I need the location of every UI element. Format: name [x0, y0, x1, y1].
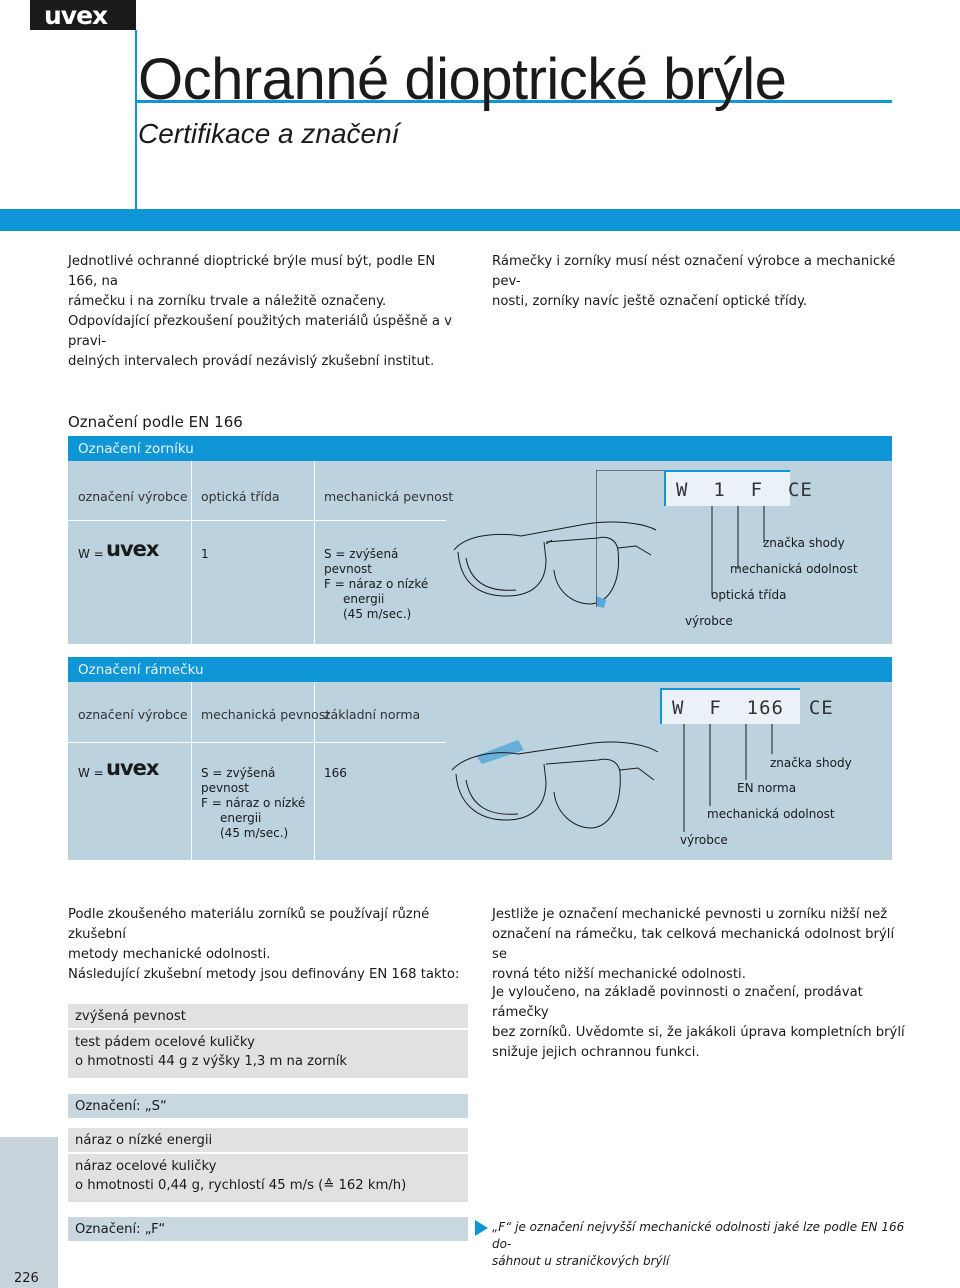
divider: [191, 682, 192, 860]
text-line: Jestliže je označení mechanické pevnosti u zorníku nižší než: [492, 907, 888, 922]
frame-col-manufacturer: označení výrobce: [78, 707, 188, 722]
test-s-mark: Označení: „S“: [75, 1099, 167, 1114]
divider: [68, 520, 446, 521]
lens-col-strength: mechanická pevnost: [324, 489, 454, 504]
uvex-logo-inline: uvex: [106, 756, 159, 780]
header-vertical-rule: [135, 30, 137, 210]
test-f-line2: o hmotnosti 0,44 g, rychlostí 45 m/s (≙ 162 km/h): [75, 1178, 407, 1193]
intro-left: [68, 252, 468, 372]
logo-text: uvex: [44, 1, 108, 30]
test-s-line2: o hmotnosti 44 g z výšky 1,3 m na zorník: [75, 1054, 347, 1069]
callout-mech-resistance: mechanická odolnost: [707, 807, 835, 821]
test-s-line1: test pádem ocelové kuličky: [75, 1035, 255, 1050]
test-f-mark-row: [68, 1217, 468, 1241]
text-line: označení na rámečku, tak celková mechanická odolnost brýlí se: [492, 927, 895, 962]
strength-line: (45 m/sec.): [343, 607, 412, 621]
test-f-name: náraz o nízké energii: [75, 1133, 213, 1148]
text-line: Následující zkušební metody jsou definovány EN 168 takto:: [68, 967, 460, 982]
intro-left-line: Odpovídající přezkoušení použitých materiálů úspěšně a v pravi-: [68, 314, 452, 349]
strength-line: F = náraz o nízké: [201, 796, 306, 810]
footnote: [492, 1219, 912, 1270]
frame-code: W F 166 CE: [672, 697, 834, 719]
divider: [191, 461, 192, 644]
callout-manufacturer: výrobce: [680, 833, 728, 847]
header-band: [0, 209, 960, 231]
divider: [68, 742, 446, 743]
lens-w-label: W =: [78, 547, 104, 561]
frame-norm-value: 166: [324, 766, 347, 780]
text-line: metody mechanické odolnosti.: [68, 947, 271, 962]
frame-strength-values: [201, 766, 326, 841]
page-number-band: [0, 1137, 58, 1288]
lens-optical-value: 1: [201, 547, 209, 561]
lower-left-text: [68, 905, 478, 985]
page-title: Ochranné dioptrické brýle: [138, 47, 787, 112]
lens-col-manufacturer: označení výrobce: [78, 489, 188, 504]
callout-manufacturer: výrobce: [685, 614, 733, 628]
lens-panel-header: [68, 436, 892, 461]
test-s-name-row: [68, 1004, 468, 1028]
intro-left-line: delných intervalech provádí nezávislý zkušební institut.: [68, 354, 435, 369]
strength-line: S = zvýšená pevnost: [324, 547, 399, 576]
uvex-logo: [30, 0, 136, 30]
lens-callout-lines: [596, 470, 896, 640]
lens-header-text: Označení zorníku: [78, 441, 194, 457]
section-title: Označení podle EN 166: [68, 413, 243, 431]
text-line: Podle zkoušeného materiálu zorníků se používají různé zkušební: [68, 907, 430, 942]
strength-line: (45 m/sec.): [220, 826, 289, 840]
triangle-arrow-icon: [475, 1220, 489, 1236]
callout-mech-resistance: mechanická odolnost: [730, 562, 858, 576]
test-f-desc-row: [68, 1154, 468, 1202]
test-s-mark-row: [68, 1094, 468, 1118]
test-f-line1: náraz ocelové kuličky: [75, 1159, 217, 1174]
test-s-name: zvýšená pevnost: [75, 1009, 186, 1024]
divider: [314, 461, 315, 644]
test-f-name-row: [68, 1128, 468, 1152]
callout-optical-class: optická třída: [711, 588, 787, 602]
frame-col-norm: základní norma: [324, 707, 421, 722]
page-number: 226: [14, 1271, 39, 1286]
text-line: bez zorníků. Uvědomte si, že jakákoli úprava kompletních brýlí: [492, 1025, 905, 1040]
frame-w-label: W =: [78, 766, 104, 780]
uvex-logo-inline: uvex: [106, 537, 159, 561]
frame-header-text: Označení rámečku: [78, 662, 204, 678]
frame-panel-header: [68, 657, 892, 682]
intro-left-line: rámečku i na zorníku trvale a náležitě označeny.: [68, 294, 387, 309]
intro-right-line: nosti, zorníky navíc ještě označení optické třídy.: [492, 294, 808, 309]
text-line: Je vyloučeno, na základě povinnosti o značení, prodávat rámečky: [492, 985, 863, 1020]
callout-conformity: značka shody: [770, 756, 852, 770]
strength-line: energii: [220, 811, 262, 825]
lens-strength-values: [324, 547, 449, 622]
strength-line: energii: [343, 592, 385, 606]
lower-right-text-1: [492, 905, 912, 985]
test-f-mark: Označení: „F“: [75, 1222, 166, 1237]
intro-right-line: Rámečky i zorníky musí nést označení výrobce a mechanické pev-: [492, 254, 896, 289]
lower-right-text-2: [492, 983, 912, 1063]
text-line: snižuje jejich ochrannou funkci.: [492, 1045, 700, 1060]
callout-conformity: značka shody: [763, 536, 845, 550]
footnote-line: „F“ je označení nejvyšší mechanické odolnosti jaké lze podle EN 166 do-: [492, 1220, 905, 1251]
footnote-line: sáhnout u straničkových brýlí: [492, 1254, 670, 1268]
test-s-desc-row: [68, 1030, 468, 1078]
page-subtitle: Certifikace a značení: [138, 118, 400, 149]
callout-en-norm: EN norma: [737, 781, 797, 795]
strength-line: S = zvýšená pevnost: [201, 766, 276, 795]
intro-left-line: Jednotlivé ochranné dioptrické brýle musí být, podle EN 166, na: [68, 254, 436, 289]
frame-col-strength: mechanická pevnost: [201, 707, 331, 722]
text-line: rovná této nižší mechanické odolnosti.: [492, 967, 746, 982]
intro-right: [492, 252, 912, 312]
lens-code: W 1 F CE: [676, 479, 813, 501]
strength-line: F = náraz o nízké: [324, 577, 429, 591]
lens-col-optical: optická třída: [201, 489, 280, 504]
